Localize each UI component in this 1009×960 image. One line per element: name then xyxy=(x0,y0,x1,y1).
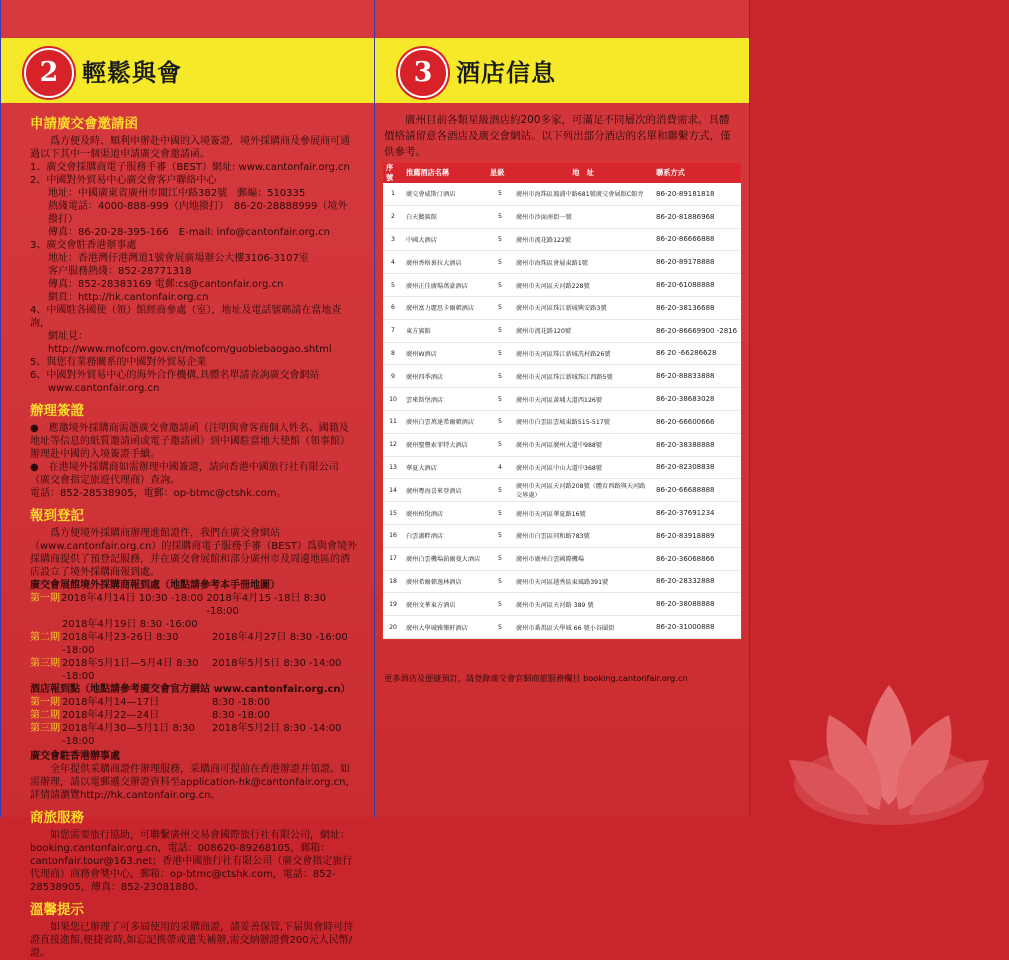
invitation-channel-line: 地址：中國廣東省廣州市閲江中路382號 郵編：510335 xyxy=(48,188,306,199)
section-title-hotel-info: 酒店信息 xyxy=(456,59,556,87)
hotel-table-cell: 廣州聖豐索菲特大酒店 xyxy=(403,433,487,456)
schedule-phase: 第一期 xyxy=(30,697,60,708)
hotel-table-cell: 廣州市天河區珠江新城珠江西路5號 xyxy=(513,365,653,388)
invitation-channel-line: www.cantonfair.org.cn xyxy=(48,383,160,394)
schedule-time-a: 2018年4月23-26日 8:30 -18:00 xyxy=(62,632,179,656)
hotel-table-cell: 廣州市廣州白雲國際機場 xyxy=(513,547,653,570)
hotel-table-container xyxy=(382,162,742,640)
schedule-row xyxy=(30,657,357,683)
border-right xyxy=(749,0,750,817)
schedule-time-b: 2018年5月2日 8:30 -14:00 xyxy=(212,723,342,734)
hotel-table-cell: 86-20-89181818 xyxy=(653,183,741,205)
schedule-phase: 第一期 xyxy=(30,593,60,604)
hotel-table-cell: 白雲湖畔酒店 xyxy=(403,524,487,547)
hotel-table-cell: 5 xyxy=(487,547,513,570)
hotel-table-cell: 5 xyxy=(487,616,513,639)
hotel-table-cell: 1 xyxy=(383,183,403,205)
hotel-table-cell: 廣州市海珠區鳳浦中路681號廣交會展館C館旁 xyxy=(513,183,653,205)
invitation-channel-line: 傳真：852-28383169 電郵:cs@cantonfair.org.cn xyxy=(48,279,284,290)
hotel-table-cell: 廣州市流花路120號 xyxy=(513,319,653,342)
hotel-table-row xyxy=(383,456,741,479)
hotel-table-cell: 5 xyxy=(487,388,513,411)
schedule-row xyxy=(30,696,357,709)
hotel-table-row xyxy=(383,251,741,274)
schedule-row xyxy=(30,709,357,722)
invitation-channel-line: 熱綫電話：4000-888-999（内地撥打） 86-20-28888999（境外撥打） xyxy=(48,201,348,225)
hotel-table-cell: 華夏大酒店 xyxy=(403,456,487,479)
schedule-phase xyxy=(30,618,62,631)
invitation-channel-line: 網頁：http://hk.cantonfair.org.cn xyxy=(48,292,209,303)
hotel-table-cell: 86-20-31000888 xyxy=(653,616,741,639)
hotel-table-cell: 5 xyxy=(487,410,513,433)
hotel-table-header-cell: 聯系方式 xyxy=(653,163,741,183)
heading-travel-service: 商旅服務 xyxy=(30,810,84,826)
hotel-table-cell: 86-20-28332888 xyxy=(653,570,741,593)
hotel-table-cell: 5 xyxy=(487,183,513,205)
hotel-table-cell: 86-20-36068866 xyxy=(653,547,741,570)
lotus-decoration xyxy=(769,665,1009,825)
invitation-channel-line: 1、廣交會採購商電子服務手審（BEST）網址: www.cantonfair.org.cn xyxy=(30,162,350,173)
hotel-table-cell: 6 xyxy=(383,296,403,319)
venue-registration-schedule xyxy=(30,592,357,683)
schedule-time-b: 2018年4月27日 8:30 -16:00 xyxy=(212,632,348,643)
hotel-table-cell: 19 xyxy=(383,593,403,616)
schedule-time-a: 2018年4月22—24日 xyxy=(62,710,160,721)
hotel-table-cell: 11 xyxy=(383,410,403,433)
hotel-table-row xyxy=(383,570,741,593)
hotel-table-cell: 86-20-89178888 xyxy=(653,251,741,274)
hotel-table-cell: 廣州香格裏拉大酒店 xyxy=(403,251,487,274)
hotel-table-cell: 5 xyxy=(487,433,513,456)
visa-paragraph-1: ● 應邀境外採購商需憑廣交會邀請函（注明與會客商個人姓名、國籍及地址等信息的紙質邀請函或電子邀請函）到中國駐當地大使館（領事館）辦理赴中國的入境簽證手續。 xyxy=(30,423,350,460)
heading-visa: 辦理簽證 xyxy=(30,403,84,419)
hotel-table-cell: 廣州柏悅酒店 xyxy=(403,502,487,525)
hotel-table-body xyxy=(383,183,741,638)
hotel-table-cell: 86-20-37691234 xyxy=(653,502,741,525)
hotel-table-cell: 8 xyxy=(383,342,403,365)
hotel-table-cell: 廣州市天河區天河路208號（體育西路與天河路交界處） xyxy=(513,479,653,502)
hotel-table-cell: 5 xyxy=(487,342,513,365)
invitation-channel-line: 客户服務熱綫：852-28771318 xyxy=(48,266,192,277)
schedule-time-a: 2018年5月1日—5月4日 8:30 -18:00 xyxy=(62,658,199,682)
schedule-phase: 第二期 xyxy=(30,710,60,721)
schedule-time-b: 2018年4月15 -18日 8:30 -18:00 xyxy=(206,593,327,617)
hotel-table-row xyxy=(383,205,741,228)
hotel-table-cell: 4 xyxy=(487,456,513,479)
hotel-table-row xyxy=(383,274,741,297)
hotel-table-cell: 86-20-86669900 -2816 xyxy=(653,319,741,342)
hotel-table-header xyxy=(383,163,741,183)
hotel-table-cell: 14 xyxy=(383,479,403,502)
hotel-table-cell: 7 xyxy=(383,319,403,342)
hotel-table-cell: 5 xyxy=(487,228,513,251)
hotel-table-cell: 白天鵝賓館 xyxy=(403,205,487,228)
hotel-intro: 廣州目前各類星級酒店約200多家，可滿足不同層次的消費需求。具體價格請留意各酒店及廣交會網站。以下列出部分酒店的名單和聯繫方式，僅供參考。 xyxy=(384,114,731,158)
hotel-table-row xyxy=(383,319,741,342)
hotel-table-cell: 廣州正佳廣場萬豪酒店 xyxy=(403,274,487,297)
schedule-time-a: 2018年4月30—5月1日 8:30 -18:00 xyxy=(62,723,195,747)
invitation-channel-line: 網址見：http://www.mofcom.gov.cn/mofcom/guobiebaogao.shtml xyxy=(48,331,332,355)
left-panel xyxy=(0,0,374,959)
hotel-table-cell: 5 xyxy=(487,296,513,319)
hotel-table-row xyxy=(383,547,741,570)
hotel-table-cell: 20 xyxy=(383,616,403,639)
schedule-phase: 第二期 xyxy=(30,632,60,643)
invitation-channel-list xyxy=(30,161,357,395)
heading-registration: 報到登記 xyxy=(30,508,84,524)
schedule-time-a: 2018年4月14—17日 xyxy=(62,697,160,708)
hotel-table-row xyxy=(383,342,741,365)
registration-paragraph: 爲方便境外採購商辦理進館證件，我們在廣交會網站（www.cantonfair.org.cn）的採購商電子服務手審（BEST）爲與會境外採購商提供了預登記服務，并在廣交會展館和部分廣州市及周邊地區的酒店設立了境外採購商報到處。 xyxy=(30,528,357,578)
hotel-table-cell: 3 xyxy=(383,228,403,251)
hotel-table-cell: 廣州市沙面南街一號 xyxy=(513,205,653,228)
visa-paragraph-2: ● 在港境外採購商如需辦理中國簽證，請向香港中國旅行社有限公司（廣交會指定旅遊代理商）查詢。 xyxy=(30,462,339,486)
invitation-intro: 爲方便及時、順利申辦赴中國的入境簽證，境外採購商及參展商可通過以下其中一個渠道申請廣交會邀請函。 xyxy=(30,136,350,160)
invitation-channel-line: 6、中國對外貿易中心的海外合作機構,具體名單請查詢廣交會網站 xyxy=(30,370,320,381)
hotel-table-cell: 廣州市天河區天河路228號 xyxy=(513,274,653,297)
hotel-table-header-cell: 地 址 xyxy=(513,163,653,183)
schedule-time-b: 8:30 -18:00 xyxy=(212,697,271,708)
schedule-time-a: 2018年4月14日 10:30 -18:00 xyxy=(61,593,204,604)
hotel-table-cell: 廣州市天河區華夏路16號 xyxy=(513,502,653,525)
hotel-table-cell: 5 xyxy=(487,502,513,525)
schedule-row xyxy=(30,722,357,748)
section-banner-2 xyxy=(0,38,374,103)
hotel-registration-heading: 酒店報到點（地點請參考廣交會官方網站 www.cantonfair.org.cn） xyxy=(30,684,351,695)
hotel-table-cell: 廣州市天河區中山大道中368號 xyxy=(513,456,653,479)
hotel-table-cell: 86-20-82308838 xyxy=(653,456,741,479)
hotel-table-cell: 5 xyxy=(487,274,513,297)
hotel-table-row xyxy=(383,296,741,319)
schedule-row xyxy=(30,592,357,618)
hotel-table-cell: 廣州市天河區廣州大道中988號 xyxy=(513,433,653,456)
hotel-table-cell: 雲來斯堡酒店 xyxy=(403,388,487,411)
hotel-table-row xyxy=(383,433,741,456)
hotel-table-cell: 86-20-66688888 xyxy=(653,479,741,502)
hotel-table-cell: 17 xyxy=(383,547,403,570)
hotel-table-row xyxy=(383,616,741,639)
hotel-table-row xyxy=(383,365,741,388)
section-banner-3 xyxy=(374,38,750,103)
hotel-table-cell: 13 xyxy=(383,456,403,479)
hotel-table xyxy=(383,163,741,639)
hotel-table-cell: 5 xyxy=(487,319,513,342)
hotel-table-cell: 5 xyxy=(487,593,513,616)
hotel-table-cell: 廣交會威斯汀酒店 xyxy=(403,183,487,205)
hotel-table-cell: 廣州白雲機場鉑爾曼大酒店 xyxy=(403,547,487,570)
hotel-table-cell: 5 xyxy=(487,524,513,547)
hotel-table-row xyxy=(383,593,741,616)
hotel-table-row xyxy=(383,502,741,525)
hotel-table-row xyxy=(383,228,741,251)
hotel-table-row xyxy=(383,479,741,502)
schedule-time-a: 2018年4月19日 8:30 -16:00 xyxy=(62,619,198,630)
hotel-table-row xyxy=(383,410,741,433)
hotel-table-header-cell: 推薦酒店名稱 xyxy=(403,163,487,183)
schedule-phase: 第三期 xyxy=(30,723,60,734)
hotel-table-cell: 廣州市流花路122號 xyxy=(513,228,653,251)
schedule-phase: 第三期 xyxy=(30,658,60,669)
hotel-table-cell: 廣州市白雲區同和路783號 xyxy=(513,524,653,547)
hotel-table-cell: 廣州W酒店 xyxy=(403,342,487,365)
hotel-table-row xyxy=(383,524,741,547)
hk-office-paragraph: 全年提供采購商證件辦理服務，采購商可提前在香港辦證并領證。如需辦理，請以電郵遞交辦證資料至application-hk@cantonfair.org.cn，詳情請瀏覽http://hk.cantonfair.org.cn。 xyxy=(30,764,356,801)
hotel-table-cell: 86-20-86666888 xyxy=(653,228,741,251)
travel-service-paragraph: 如您需要旅行協助，可聯繫廣州交易會國際旅行社有限公司，網址：booking.cantonfair.org.cn，電話：008620-89268105，郵箱：cantonfair.tour@163.net；香港中國旅行社有限公司（廣交會指定旅行代理商）商務會奬中心，郵箱：op-btmc@ctshk.com，電話：852-28538905，傳真：852-23081880。 xyxy=(30,830,353,893)
panel-divider xyxy=(374,0,375,817)
hotel-table-cell: 86-20-38683028 xyxy=(653,388,741,411)
hotel-table-cell: 廣州市天河區黃埔大道西126號 xyxy=(513,388,653,411)
hotel-table-cell: 86-20-83918889 xyxy=(653,524,741,547)
hotel-registration-schedule xyxy=(30,696,357,748)
hotel-table-cell: 5 xyxy=(383,274,403,297)
hotel-table-cell: 18 xyxy=(383,570,403,593)
venue-registration-heading: 廣交會展館境外採購商報到處（地點請參考本手冊地圖） xyxy=(30,580,280,591)
hotel-table-cell: 9 xyxy=(383,365,403,388)
hotel-table-cell: 廣州文華東方酒店 xyxy=(403,593,487,616)
hotel-table-cell: 中國大酒店 xyxy=(403,228,487,251)
hotel-table-cell: 86-20-38088888 xyxy=(653,593,741,616)
visa-contact: 電話：852-28538905，電郵：op-btmc@ctshk.com。 xyxy=(30,488,287,499)
hotel-table-cell: 86-20-38136688 xyxy=(653,296,741,319)
section-number-2: 2 xyxy=(24,48,74,98)
hotel-table-cell: 10 xyxy=(383,388,403,411)
section-title-relaxed: 輕鬆與會 xyxy=(82,59,182,87)
hotel-table-cell: 4 xyxy=(383,251,403,274)
hotel-table-cell: 廣州白雲萬達希爾頓酒店 xyxy=(403,410,487,433)
hotel-table-cell: 廣州大學城雅樂軒酒店 xyxy=(403,616,487,639)
hotel-footnote: 更多酒店及便捷預訂，請登錄廣交會官網商旅服務欄目 booking.cantonfair.org.cn xyxy=(384,673,688,683)
invitation-channel-line: 3、廣交會駐香港辦事處 xyxy=(30,240,137,251)
hotel-table-cell: 廣州市白雲區雲城東路515-517號 xyxy=(513,410,653,433)
hotel-table-cell: 86-20-81886968 xyxy=(653,205,741,228)
invitation-channel-line: 傳真：86-20-28-395-166 E-mail: info@cantonfair.org.cn xyxy=(48,227,330,238)
left-content xyxy=(30,108,357,960)
invitation-channel-line: 地址：香港灣仔港灣道1號會展廣場辦公大樓3106-3107室 xyxy=(48,253,309,264)
hotel-table-cell: 5 xyxy=(487,205,513,228)
hotel-table-cell: 廣州富力麗思卡爾頓酒店 xyxy=(403,296,487,319)
heading-reminder: 溫馨提示 xyxy=(30,902,84,918)
hotel-table-cell: 5 xyxy=(487,365,513,388)
reminder-paragraph: 如果您已辦理了可多屆使用的采購商證，請妥善保管,下届與會時可持證直接進館,便捷省時,如忘記携帶或遺失補辦,需交納辦證費200元人民幣/證。 xyxy=(30,922,354,959)
hotel-table-cell: 5 xyxy=(487,479,513,502)
hotel-table-cell: 廣州市天河區天河路 389 號 xyxy=(513,593,653,616)
hotel-table-cell: 廣州希爾頓逸林酒店 xyxy=(403,570,487,593)
hotel-table-cell: 廣州市天河區珠江新城興安路3號 xyxy=(513,296,653,319)
hotel-table-cell: 廣州市天河區越秀區東風路391號 xyxy=(513,570,653,593)
schedule-time-b: 2018年5月5日 8:30 -14:00 xyxy=(212,658,342,669)
schedule-row xyxy=(30,631,357,657)
section-number-3: 3 xyxy=(398,48,448,98)
hotel-table-cell: 東方賓館 xyxy=(403,319,487,342)
hotel-table-cell: 86-20-88833888 xyxy=(653,365,741,388)
hotel-table-cell: 86-20-38388888 xyxy=(653,433,741,456)
heading-invitation: 申請廣交會邀請函 xyxy=(30,116,138,132)
schedule-time-b: 8:30 -18:00 xyxy=(212,710,271,721)
hotel-table-cell: 12 xyxy=(383,433,403,456)
hotel-table-row xyxy=(383,388,741,411)
hotel-table-header-cell: 星級 xyxy=(487,163,513,183)
hotel-table-cell: 廣州市天河區珠江新城冼村路26號 xyxy=(513,342,653,365)
hotel-table-row xyxy=(383,183,741,205)
hotel-table-cell: 16 xyxy=(383,524,403,547)
hotel-table-cell: 86-20-61088888 xyxy=(653,274,741,297)
hotel-table-cell: 86-20-66600666 xyxy=(653,410,741,433)
invitation-channel-line: 2、中國對外貿易中心廣交會客户聯絡中心 xyxy=(30,175,217,186)
hotel-table-header-cell: 序號 xyxy=(383,163,403,183)
hotel-table-cell: 5 xyxy=(487,570,513,593)
right-panel xyxy=(374,0,750,817)
hotel-table-cell: 廣州市番禺區大學城 66 號小谷圍街 xyxy=(513,616,653,639)
hotel-table-cell: 廣州市海珠區會展東路1號 xyxy=(513,251,653,274)
hk-office-heading: 廣交會駐香港辦事處 xyxy=(30,751,120,762)
hotel-table-cell: 15 xyxy=(383,502,403,525)
border-left xyxy=(0,0,1,817)
hotel-table-cell: 2 xyxy=(383,205,403,228)
invitation-channel-line: 4、中國駐各國使（領）館經商參處（室），地址及電話號碼請在當地查詢， xyxy=(30,305,342,329)
hotel-table-cell: 5 xyxy=(487,251,513,274)
hotel-table-cell: 廣州四季酒店 xyxy=(403,365,487,388)
hotel-table-cell: 86 20 -66286628 xyxy=(653,342,741,365)
hotel-table-cell: 廣州粵海喜來登酒店 xyxy=(403,479,487,502)
invitation-channel-line: 5、與您有業務關系的中國對外貿易企業 xyxy=(30,357,207,368)
schedule-row xyxy=(30,618,357,631)
